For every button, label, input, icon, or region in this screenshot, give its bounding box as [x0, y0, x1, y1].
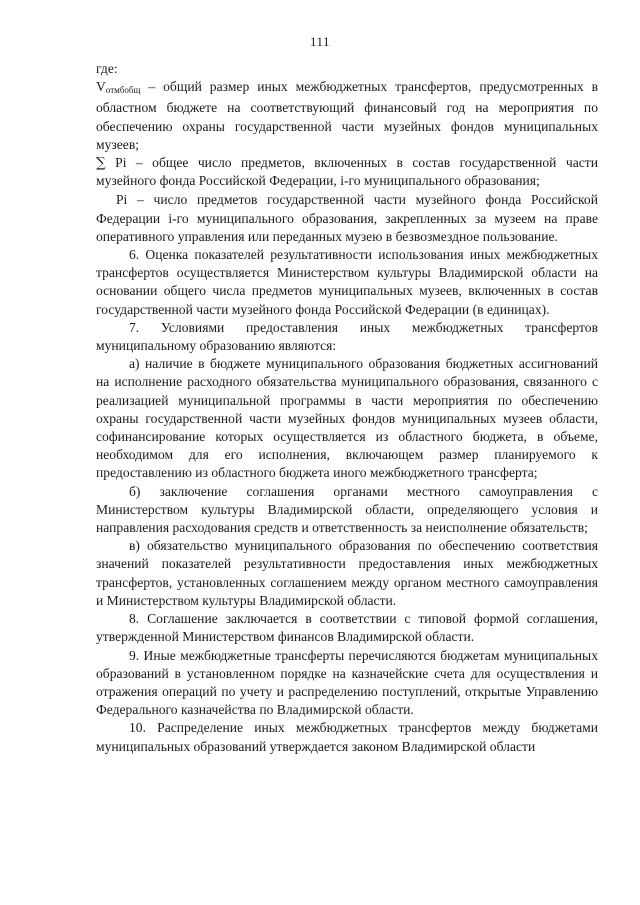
paragraph-10: 10. Распределение иных межбюджетных трансфертов между бюджетами муниципальных образований утверждается законом Владимирской области [96, 720, 598, 754]
paragraph-7: 7. Условиями предоставления иных межбюджетных трансфертов муниципальному образованию являются: [96, 319, 598, 354]
page-number: 111 [309, 34, 331, 49]
where-label: где: [96, 61, 118, 76]
definition-total-volume-text: – общий размер иных межбюджетных трансфертов, предусмотренных в областном бюджете на соответствующий финансовый год на мероприятия по обеспечению охраны государственной части музейных фондов муниципальных музеев; [96, 79, 598, 152]
v-subscript: отмбобщ [105, 85, 141, 96]
v-symbol: V [96, 79, 106, 95]
paragraph-6: 6. Оценка показателей результативности использования иных межбюджетных трансфертов осуществляется Министерством культуры Владимирской области на основании общего числа предметов муниципальных музеев, включенных в состав государственной части музейного фонда Российской Федерации (в единицах). [96, 247, 598, 317]
paragraph-7b: б) заключение соглашения органами местного самоуправления с Министерством культуры Владимирской области, определяющего условия и направления расходования средств и ответственность за неисполнение обязательств; [96, 483, 598, 536]
paragraph-7a: а) наличие в бюджете муниципального образования бюджетных ассигнований на исполнение расходного обязательства муниципального образования, связанного с реализацией муниципальной программы в части мероприятия по обеспечению охраны государственной части музейных фондов муниципальных музеев области, софинансирование которых осуществляется из областного бюджета, в объеме, необходимом для его исполнения, включающем размер планируемого к предоставлению из областного бюджета иного межбюджетного трансферта; [96, 356, 598, 481]
definition-items-count: Рi – число предметов государственной части музейного фонда Российской Федерации i-го муниципального образования, закрепленных за музеем на праве оперативного управления или переданных музею в безвозмездное пользование. [96, 192, 598, 244]
paragraph-8: 8. Соглашение заключается в соответствии с типовой формой соглашения, утвержденной Министерством финансов Владимирской области. [96, 611, 598, 645]
document-body [96, 60, 598, 756]
definition-sum-items [96, 154, 598, 190]
paragraph-7c: в) обязательство муниципального образования по обеспечению соответствия значений показателей результативности предоставления иных межбюджетных трансфертов, установленных соглашением между органом местного самоуправления и Министерством культуры Владимирской области. [96, 538, 598, 608]
sum-symbol: ∑ [96, 155, 106, 172]
paragraph-9: 9. Иные межбюджетные трансферты перечисляются бюджетам муниципальных образований в установленном порядке на казначейские счета для осуществления и отражения операций по учету и распределению поступлений, открытые Управлению Федерального казначейства по Владимирской области. [96, 647, 598, 718]
definition-sum-items-text: Рi – общее число предметов, включенных в состав государственной части музейного фонда Российской Федерации, i-го муниципального образования; [96, 155, 598, 189]
definition-total-volume [96, 78, 598, 154]
